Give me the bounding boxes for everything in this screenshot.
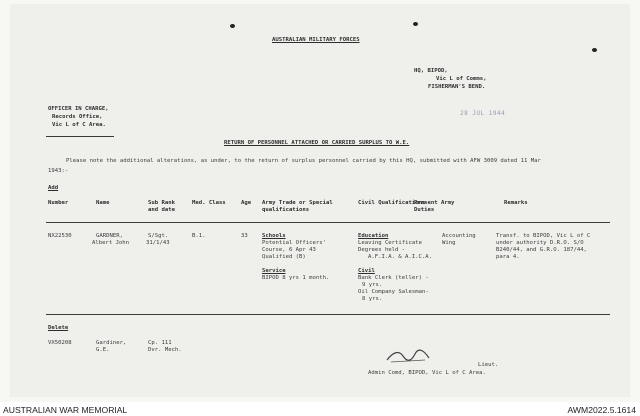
to-address-line: OFFICER IN CHARGE, [48,106,109,112]
footer-institution: AUSTRALIAN WAR MEMORIAL [3,405,128,415]
column-header-med: Med. Class [192,200,226,206]
record-age: 33 [241,233,248,239]
remarks-line: para 4. [496,254,520,260]
delete-record-name: G.E. [96,347,110,353]
column-header-trade: Army Trade or Special qualifications [262,200,333,213]
section-add-heading: Add [48,185,59,191]
column-header-remarks: Remarks [504,200,528,206]
signature-title: Admin Comd, BIPOD, Vic L of C Area. [368,370,486,376]
trade-line: Potential Officers' [262,240,326,246]
trade-line: BIPOD 8 yrs 1 month. [262,275,330,281]
record-rank: S/Sgt. [148,233,169,239]
table-bottom-rule [46,314,610,315]
civil-line: Leaving Certificate [358,240,422,246]
duties-line: Wing [442,240,456,246]
body-text: Please note the additional alterations, as under, to the return of surplus personnel carried by this HQ, submitted with AFW 3009 dated 11 Mar [66,158,541,164]
remarks-line: under authority D.R.O. S/O [496,240,584,246]
footer-accession-number: AWM2022.5.1614 [567,405,636,415]
divider [46,136,114,137]
remarks-line: Transf. to BIPOD, Vic L of C [496,233,591,239]
column-header-rank: Sub Rank and date [148,200,175,213]
signature-rank: Lieut. [478,362,499,368]
column-header-duties: Present Army Duties [414,200,455,213]
civil-line: A.F.I.A. & A.I.C.A. [368,254,432,260]
record-number: NX22530 [48,233,72,239]
civil-civil-heading: Civil [358,268,375,274]
subject-line: RETURN OF PERSONNEL ATTACHED OR CARRIED SURPLUS TO W.E. [224,140,410,146]
from-address-line: HQ, BIPOD, [414,68,448,74]
column-header-age: Age [241,200,252,206]
record-name: Albert John [92,240,130,246]
trade-schools-heading: Schools [262,233,286,239]
remarks-line: B240/44, and G.R.O. 187/44, [496,247,587,253]
from-address-line: Vic L of Comms, [436,76,487,82]
section-delete-heading: Delete [48,325,69,331]
punch-mark [592,48,597,52]
record-med-class: B.1. [192,233,206,239]
column-header-civil: Civil Qualifications [358,200,426,206]
trade-service-heading: Service [262,268,286,274]
civil-line: 9 yrs. [362,282,383,288]
date-stamp: 28 JUL 1944 [460,110,506,117]
to-address-line: Vic L of C Area. [52,122,106,128]
column-header-number: Number [48,200,69,206]
punch-mark [413,22,418,26]
delete-record-number: VX50208 [48,340,72,346]
delete-record-trade: Dvr. Mech. [148,347,182,353]
body-text: 1943:- [48,168,69,174]
civil-line: Bank Clerk (teller) - [358,275,429,281]
document-title: AUSTRALIAN MILITARY FORCES [272,37,360,43]
trade-line: Course, 6 Apr 43 [262,247,316,253]
civil-line: Oil Company Salesman- [358,289,429,295]
signature-scribble [385,348,431,366]
delete-record-name: Gardiner, [96,340,127,346]
civil-line: 8 yrs. [362,296,383,302]
duties-line: Accounting [442,233,476,239]
table-header-rule [46,222,610,223]
from-address-line: FISHERMAN'S BEND. [428,84,486,90]
column-header-name: Name [96,200,110,206]
trade-line: Qualified (B) [262,254,306,260]
record-name: GARDNER, [96,233,123,239]
delete-record-rank: Cp. 111 [148,340,172,346]
punch-mark [230,24,235,28]
civil-line: Degrees held - [358,247,406,253]
record-rank-date: 31/1/43 [146,240,170,246]
civil-education-heading: Education [358,233,389,239]
to-address-line: Records Office, [52,114,103,120]
